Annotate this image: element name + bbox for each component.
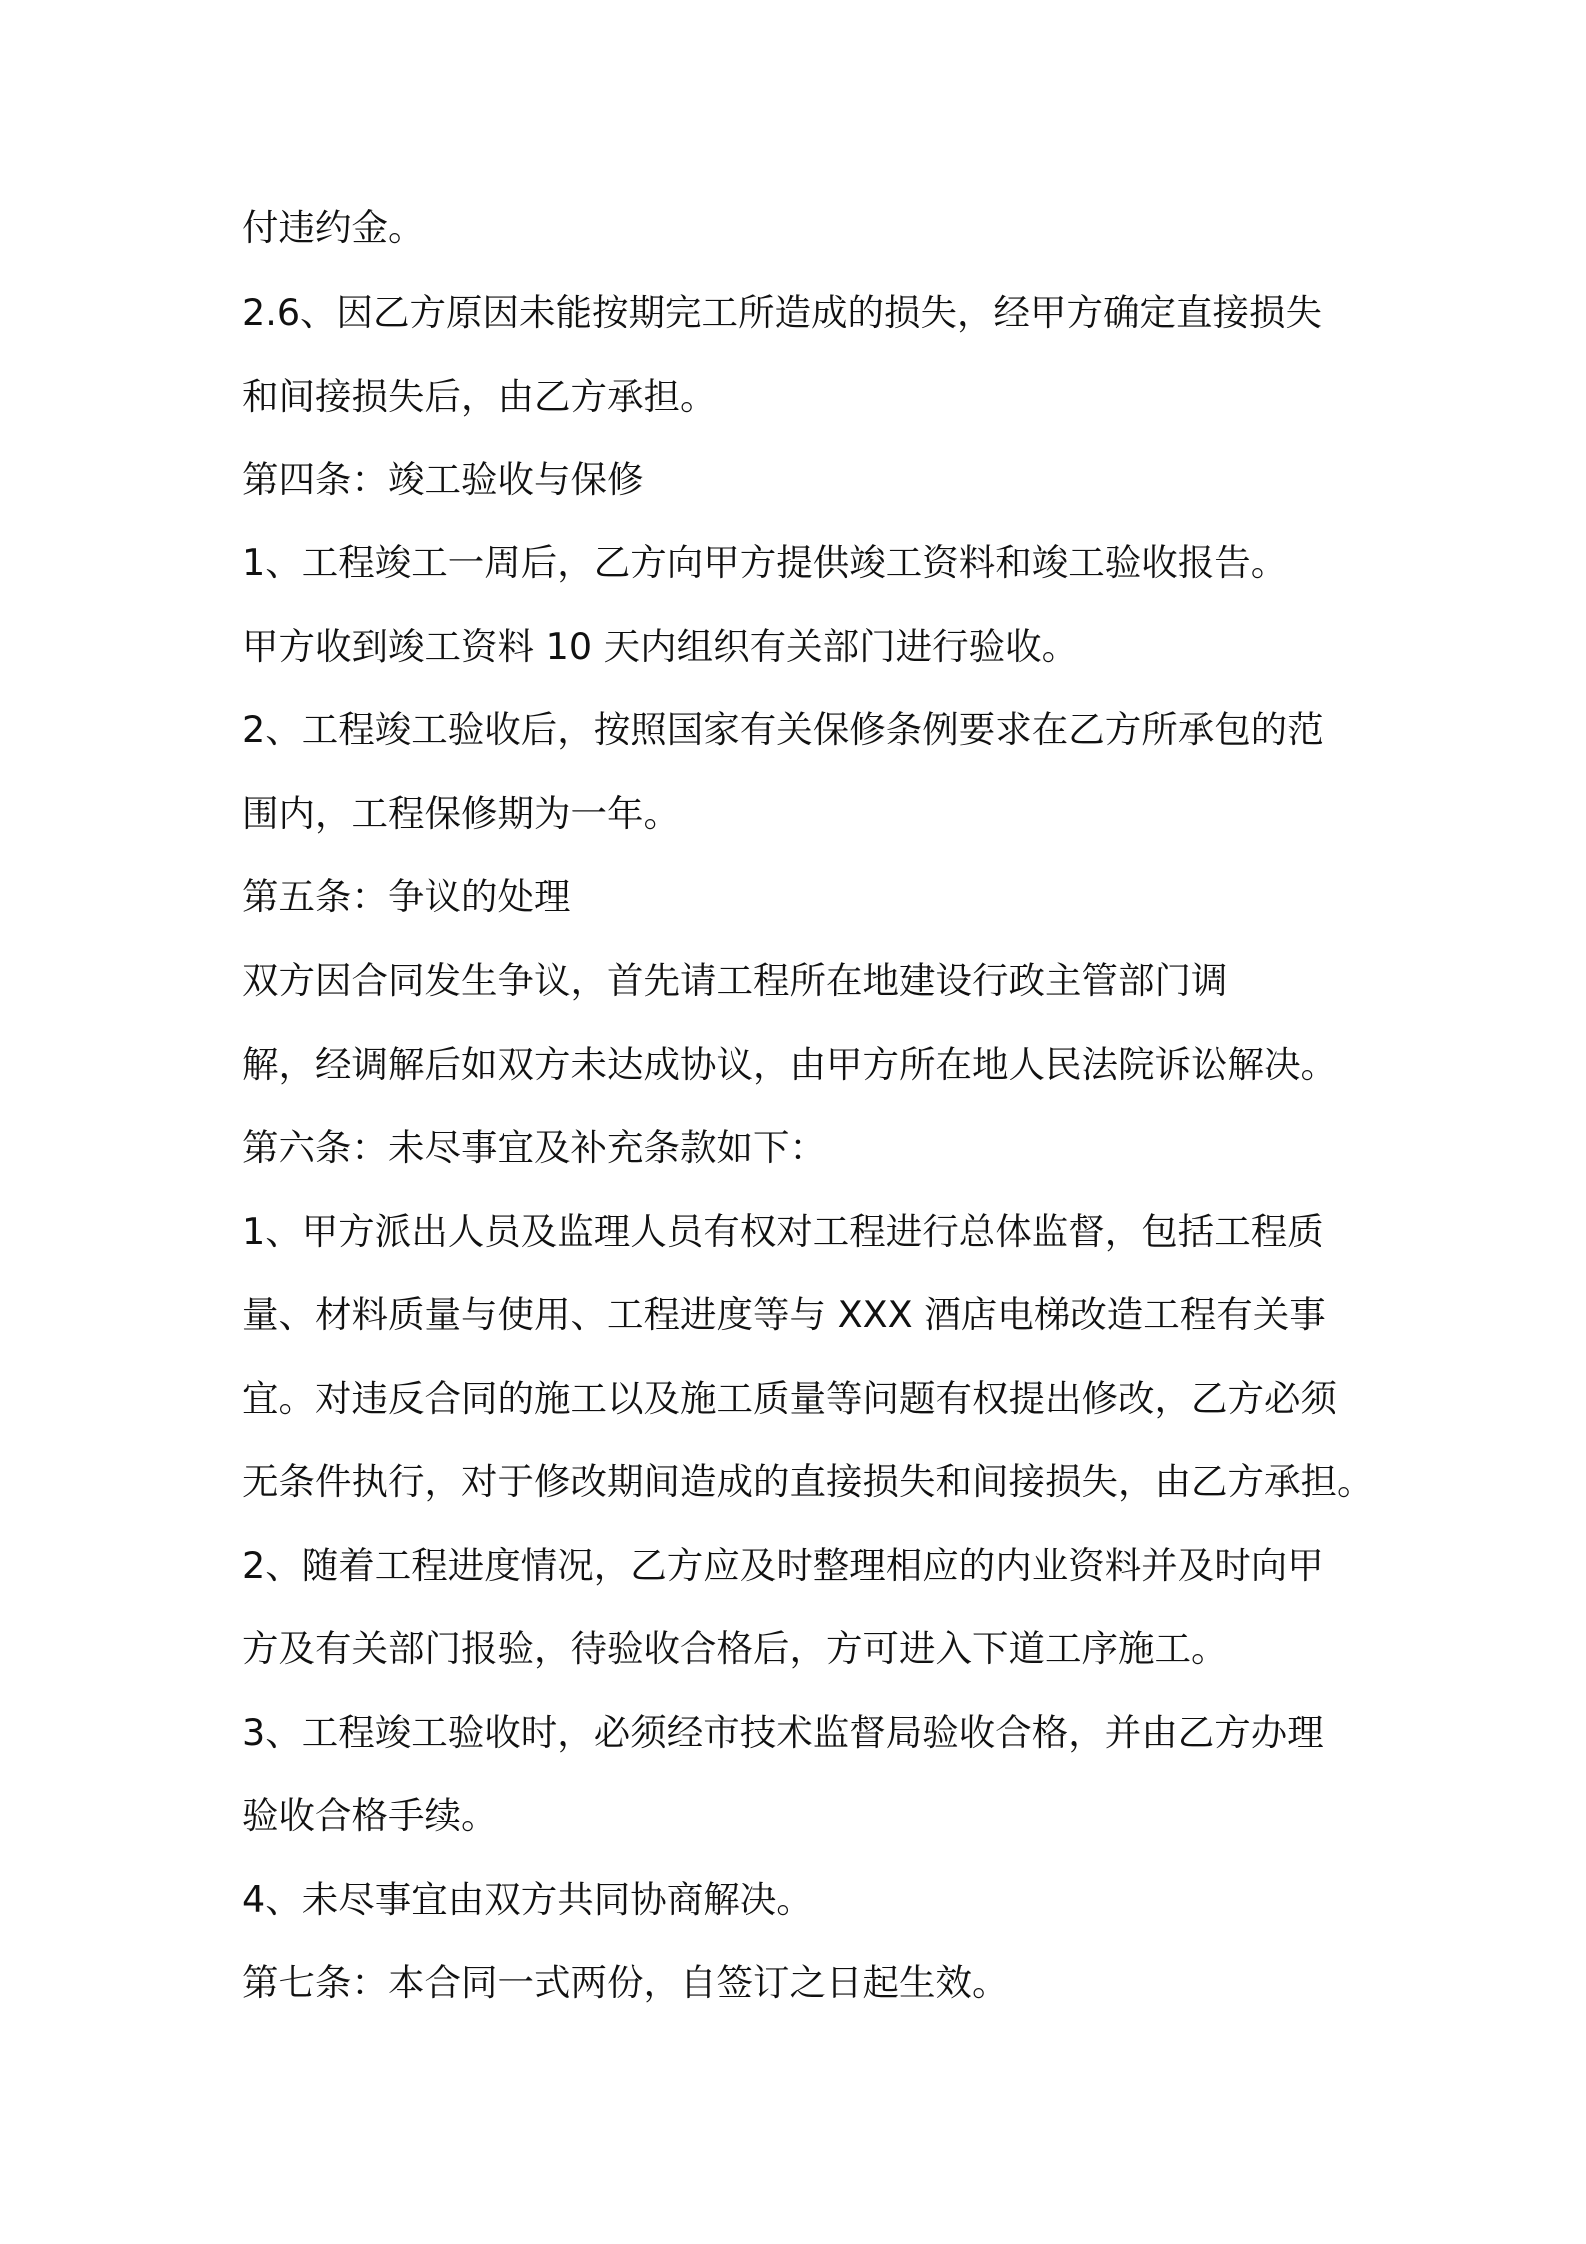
text-line: 围内，工程保修期为一年。 <box>242 792 680 835</box>
text-line: 量、材料质量与使用、工程进度等与 XXX 酒店电梯改造工程有关事 <box>242 1293 1326 1336</box>
section-heading: 第六条：未尽事宜及补充条款如下： <box>242 1126 826 1169</box>
text-line: 2、工程竣工验收后，按照国家有关保修条例要求在乙方所承包的范 <box>242 708 1324 751</box>
text-line: 1、甲方派出人员及监理人员有权对工程进行总体监督，包括工程质 <box>242 1210 1324 1253</box>
text-line: 宜。对违反合同的施工以及施工质量等问题有权提出修改，乙方必须 <box>242 1377 1337 1420</box>
text-line: 无条件执行，对于修改期间造成的直接损失和间接损失，由乙方承担。 <box>242 1460 1374 1503</box>
text-line: 双方因合同发生争议，首先请工程所在地建设行政主管部门调 <box>242 959 1228 1002</box>
text-line: 解，经调解后如双方未达成协议，由甲方所在地人民法院诉讼解决。 <box>242 1043 1337 1086</box>
text-line: 2.6、因乙方原因未能按期完工所造成的损失，经甲方确定直接损失 <box>242 291 1323 334</box>
text-line: 1、工程竣工一周后，乙方向甲方提供竣工资料和竣工验收报告。 <box>242 541 1288 584</box>
text-line: 2、随着工程进度情况，乙方应及时整理相应的内业资料并及时向甲 <box>242 1544 1324 1587</box>
text-line: 甲方收到竣工资料 10 天内组织有关部门进行验收。 <box>242 625 1079 668</box>
text-line: 付违约金。 <box>242 206 425 249</box>
text-line: 验收合格手续。 <box>242 1794 498 1837</box>
section-heading: 第四条：竣工验收与保修 <box>242 458 644 501</box>
section-heading: 第五条：争议的处理 <box>242 875 571 918</box>
text-line: 4、未尽事宜由双方共同协商解决。 <box>242 1878 813 1921</box>
text-line: 和间接损失后，由乙方承担。 <box>242 375 717 418</box>
text-line: 方及有关部门报验，待验收合格后，方可进入下道工序施工。 <box>242 1627 1228 1670</box>
text-line: 3、工程竣工验收时，必须经市技术监督局验收合格，并由乙方办理 <box>242 1711 1324 1754</box>
section-heading: 第七条：本合同一式两份，自签订之日起生效。 <box>242 1961 1009 2004</box>
